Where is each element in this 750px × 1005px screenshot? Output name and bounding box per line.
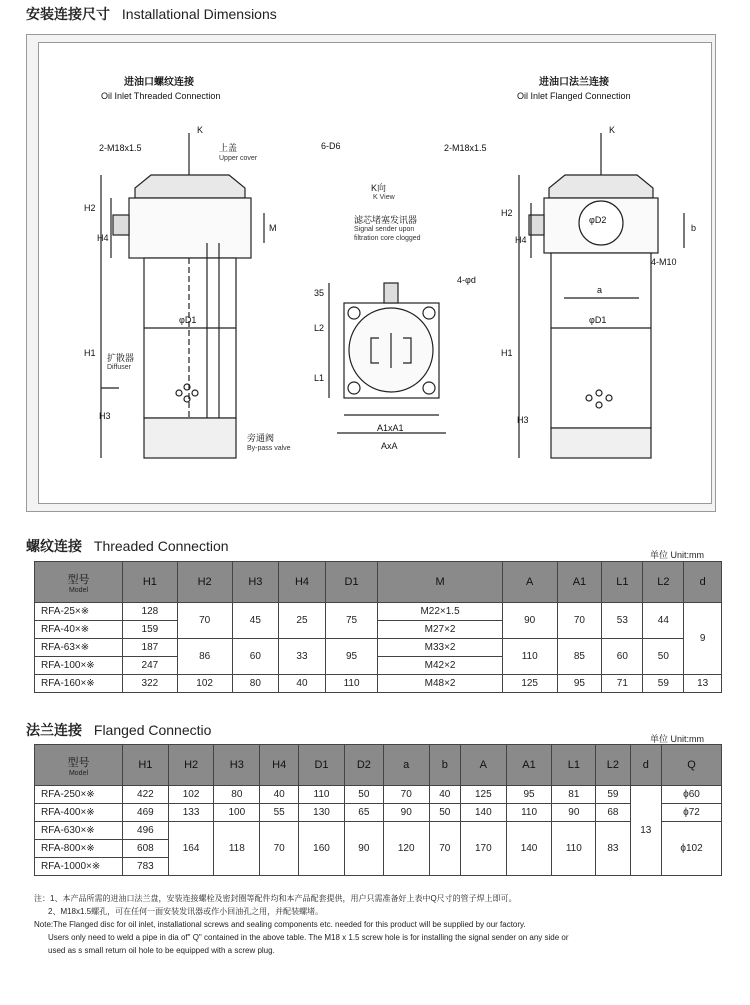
table-cell: 70 xyxy=(429,822,460,876)
dim-h4-right: H4 xyxy=(515,235,527,245)
header-cell: Q xyxy=(662,745,722,786)
table-cell: 496 xyxy=(123,822,169,840)
table-cell: 86 xyxy=(177,639,232,675)
flanged-table xyxy=(34,744,722,876)
header-cell: L2 xyxy=(596,745,630,786)
signal-en-1: Signal sender upon xyxy=(354,226,415,233)
table-cell: 71 xyxy=(602,675,643,693)
model-cell: RFA-160×※ xyxy=(35,675,123,693)
table-cell: 81 xyxy=(552,786,596,804)
header-cell: M xyxy=(378,562,502,603)
table-cell: 65 xyxy=(344,804,383,822)
table-cell: 133 xyxy=(168,804,214,822)
header-cell: d xyxy=(684,562,722,603)
table-cell: 70 xyxy=(383,786,429,804)
dim-h3-right: H3 xyxy=(517,415,529,425)
flanged-title-cn: 法兰连接 xyxy=(26,722,82,738)
threaded-title-en: Threaded Connection xyxy=(93,538,229,554)
page-title-cn: 安装连接尺寸 xyxy=(26,6,110,22)
table-cell: 90 xyxy=(344,822,383,876)
table-cell: 90 xyxy=(502,603,557,639)
table-cell: ϕ102 xyxy=(662,822,722,876)
table-cell: 125 xyxy=(460,786,506,804)
header-cell: A1 xyxy=(557,562,602,603)
header-cell: a xyxy=(383,745,429,786)
table-cell: 469 xyxy=(123,804,169,822)
header-model-cn: 型号 xyxy=(67,756,90,769)
k-label-right: K xyxy=(609,125,616,135)
header-cell: b xyxy=(429,745,460,786)
table-cell: 90 xyxy=(552,804,596,822)
header-cell: A1 xyxy=(506,745,552,786)
dim-h4-left: H4 xyxy=(97,233,109,243)
signal-en-2: filtration core clogged xyxy=(354,235,421,242)
table-cell: 80 xyxy=(232,675,279,693)
flanged-unit: 单位 Unit:mm xyxy=(650,734,705,744)
table-cell: 247 xyxy=(123,657,178,675)
model-cell: RFA-800×※ xyxy=(35,840,123,858)
dim-l1: L1 xyxy=(314,373,325,383)
header-cell: H3 xyxy=(214,745,260,786)
upper-cover-left xyxy=(135,175,245,198)
table-cell: 140 xyxy=(460,804,506,822)
table-cell: 95 xyxy=(325,639,377,675)
signal-cn: 滤芯堵塞发讯器 xyxy=(354,215,418,225)
note-line: Users only need to weld a pipe in dia of" Q" contained in the above table. The M18 x 1.5 screw hole is for installing the signal sender on any side or xyxy=(48,933,569,942)
model-cell: RFA-630×※ xyxy=(35,822,123,840)
table-cell: 120 xyxy=(383,822,429,876)
note-line: 注：1、本产品所需的进油口法兰盘，安装连接螺栓及密封圈等配件均和本产品配套提供，用户只需准备好上表中Q尺寸的管子焊上即可。 xyxy=(34,894,517,903)
table-cell: 59 xyxy=(643,675,684,693)
dim-h1-right: H1 xyxy=(501,348,513,358)
table-cell: ϕ60 xyxy=(662,786,722,804)
table-cell: 422 xyxy=(123,786,169,804)
model-cell: RFA-100×※ xyxy=(35,657,123,675)
table-cell: 80 xyxy=(214,786,260,804)
table-cell: 110 xyxy=(552,822,596,876)
header-cell: L1 xyxy=(602,562,643,603)
right-title-cn: 进油口法兰连接 xyxy=(539,77,609,88)
table-cell: 100 xyxy=(214,804,260,822)
table-cell: 59 xyxy=(596,786,630,804)
left-title-en: Oil Inlet Threaded Connection xyxy=(101,91,221,101)
model-cell: RFA-40×※ xyxy=(35,621,123,639)
technical-drawing xyxy=(39,43,713,505)
dim-35: 35 xyxy=(314,288,325,298)
table-cell: 50 xyxy=(344,786,383,804)
d6-label: 6-D6 xyxy=(321,141,341,151)
table-cell: 140 xyxy=(506,822,552,876)
table-cell: 125 xyxy=(502,675,557,693)
table-cell: 53 xyxy=(602,603,643,639)
table-cell: 70 xyxy=(260,822,299,876)
table-cell: 95 xyxy=(506,786,552,804)
notes xyxy=(34,892,734,957)
header-cell: d xyxy=(630,745,661,786)
table-cell: 159 xyxy=(123,621,178,639)
dim-l2: L2 xyxy=(314,323,325,333)
m10-label: 4-M10 xyxy=(651,257,677,267)
table-cell: 83 xyxy=(596,822,630,876)
dim-h1-left: H1 xyxy=(84,348,96,358)
table-cell: 44 xyxy=(643,603,684,639)
a1xa1-label: A1xA1 xyxy=(377,423,404,433)
table-header-row xyxy=(35,745,722,786)
table-cell: 130 xyxy=(299,804,345,822)
threaded-table xyxy=(34,561,722,693)
table-cell: ϕ72 xyxy=(662,804,722,822)
body-left xyxy=(144,258,236,418)
table-row xyxy=(35,804,722,822)
diffuser-cn: 扩散器 xyxy=(107,353,135,363)
header-cell: H1 xyxy=(123,745,169,786)
dim-h2-right: H2 xyxy=(501,208,513,218)
header-model-en: Model xyxy=(68,586,89,594)
header-model xyxy=(35,562,123,603)
table-cell: M42×2 xyxy=(378,657,502,675)
table-cell: 25 xyxy=(279,603,326,639)
header-cell: A xyxy=(502,562,557,603)
header-cell: D2 xyxy=(344,745,383,786)
dim-a: a xyxy=(597,285,603,295)
header-cell: H2 xyxy=(168,745,214,786)
table-cell: 783 xyxy=(123,858,169,876)
table-cell: M48×2 xyxy=(378,675,502,693)
table-cell: 70 xyxy=(557,603,602,639)
drawing-frame xyxy=(38,42,712,504)
table-cell: M22×1.5 xyxy=(378,603,502,621)
header-cell: L2 xyxy=(643,562,684,603)
dim-d1-left: φD1 xyxy=(179,315,197,325)
table-cell: 68 xyxy=(596,804,630,822)
table-cell: 160 xyxy=(299,822,345,876)
hole-label: 4-φd xyxy=(457,275,476,285)
page-title xyxy=(26,4,277,24)
table-cell: 33 xyxy=(279,639,326,675)
note-line: 2、M18x1.5螺孔，可在任何一面安装发讯器或作小回油孔之用，并配装螺堵。 xyxy=(48,907,324,916)
thread-label-left: 2-M18x1.5 xyxy=(99,143,142,153)
header-cell: D1 xyxy=(299,745,345,786)
table-cell: 608 xyxy=(123,840,169,858)
diffuser-en: Diffuser xyxy=(107,364,131,371)
header-model-en: Model xyxy=(68,769,89,777)
threaded-unit: 单位 Unit:mm xyxy=(650,550,705,560)
bypass-en: By-pass valve xyxy=(247,445,291,452)
table-cell: M27×2 xyxy=(378,621,502,639)
header-cell: H2 xyxy=(177,562,232,603)
threaded-section-title xyxy=(26,536,229,556)
table-cell: 50 xyxy=(643,639,684,675)
model-cell: RFA-25×※ xyxy=(35,603,123,621)
table-cell: 187 xyxy=(123,639,178,657)
dim-h3-left: H3 xyxy=(99,411,111,421)
table-cell: 170 xyxy=(460,822,506,876)
header-cell: H1 xyxy=(123,562,178,603)
kview-en: K View xyxy=(373,194,395,201)
model-cell: RFA-250×※ xyxy=(35,786,123,804)
header-cell: A xyxy=(460,745,506,786)
table-cell: 60 xyxy=(232,639,279,675)
table-cell: 102 xyxy=(177,675,232,693)
table-header-row xyxy=(35,562,722,603)
model-cell: RFA-400×※ xyxy=(35,804,123,822)
table-cell: 40 xyxy=(429,786,460,804)
bypass-cn: 旁通阀 xyxy=(247,433,275,443)
upper-cover-right xyxy=(549,175,653,198)
body-right xyxy=(551,253,651,428)
dim-d1-right: φD1 xyxy=(589,315,607,325)
table-cell: 164 xyxy=(168,822,214,876)
table-cell: M33×2 xyxy=(378,639,502,657)
dim-h2-left: H2 xyxy=(84,203,96,213)
table-cell: 102 xyxy=(168,786,214,804)
table-cell: 322 xyxy=(123,675,178,693)
table-row xyxy=(35,822,722,840)
table-cell: 70 xyxy=(177,603,232,639)
table-row xyxy=(35,786,722,804)
table-cell: 118 xyxy=(214,822,260,876)
threaded-title-cn: 螺纹连接 xyxy=(26,538,82,554)
table-cell: 45 xyxy=(232,603,279,639)
table-cell: 13 xyxy=(630,786,661,876)
kview-cn: K向 xyxy=(371,183,387,193)
thread-port-left xyxy=(113,215,129,235)
table-cell: 55 xyxy=(260,804,299,822)
table-cell: 9 xyxy=(684,603,722,675)
right-title-en: Oil Inlet Flanged Connection xyxy=(517,91,631,101)
head-left xyxy=(129,198,251,258)
note-line: used as s small return oil hole to be equipped with a screw plug. xyxy=(48,946,275,955)
table-cell: 50 xyxy=(429,804,460,822)
header-cell: H3 xyxy=(232,562,279,603)
header-cell: H4 xyxy=(279,562,326,603)
table-cell: 60 xyxy=(602,639,643,675)
table-row xyxy=(35,639,722,657)
flanged-title-en: Flanged Connectio xyxy=(93,722,212,738)
axa-label: AxA xyxy=(381,441,398,451)
model-cell: RFA-1000×※ xyxy=(35,858,123,876)
table-cell: 110 xyxy=(502,639,557,675)
dim-m: M xyxy=(269,223,277,233)
k-label-left: K xyxy=(197,125,204,135)
table-cell: 40 xyxy=(260,786,299,804)
table-cell: 85 xyxy=(557,639,602,675)
table-cell: 110 xyxy=(325,675,377,693)
upper-cover-en: Upper cover xyxy=(219,155,258,162)
page-title-en: Installational Dimensions xyxy=(121,6,277,22)
table-row xyxy=(35,603,722,621)
thread-label-right: 2-M18x1.5 xyxy=(444,143,487,153)
note-line: Note:The Flanged disc for oil inlet, installational screws and sealing components etc. needed for this product will be supplied by our factory. xyxy=(34,920,526,929)
table-row xyxy=(35,675,722,693)
left-title-cn: 进油口螺纹连接 xyxy=(124,77,194,88)
model-cell: RFA-63×※ xyxy=(35,639,123,657)
header-cell: L1 xyxy=(552,745,596,786)
header-cell: H4 xyxy=(260,745,299,786)
table-cell: 95 xyxy=(557,675,602,693)
table-cell: 90 xyxy=(383,804,429,822)
dim-d2: φD2 xyxy=(589,215,607,225)
flanged-section-title xyxy=(26,720,211,740)
header-model xyxy=(35,745,123,786)
dim-b: b xyxy=(691,223,697,233)
table-cell: 13 xyxy=(684,675,722,693)
header-cell: D1 xyxy=(325,562,377,603)
table-cell: 110 xyxy=(299,786,345,804)
bottom-left xyxy=(144,418,236,458)
upper-cover-cn: 上盖 xyxy=(219,143,238,153)
table-cell: 75 xyxy=(325,603,377,639)
table-cell: 110 xyxy=(506,804,552,822)
table-cell: 128 xyxy=(123,603,178,621)
header-model-cn: 型号 xyxy=(67,573,90,586)
table-cell: 40 xyxy=(279,675,326,693)
